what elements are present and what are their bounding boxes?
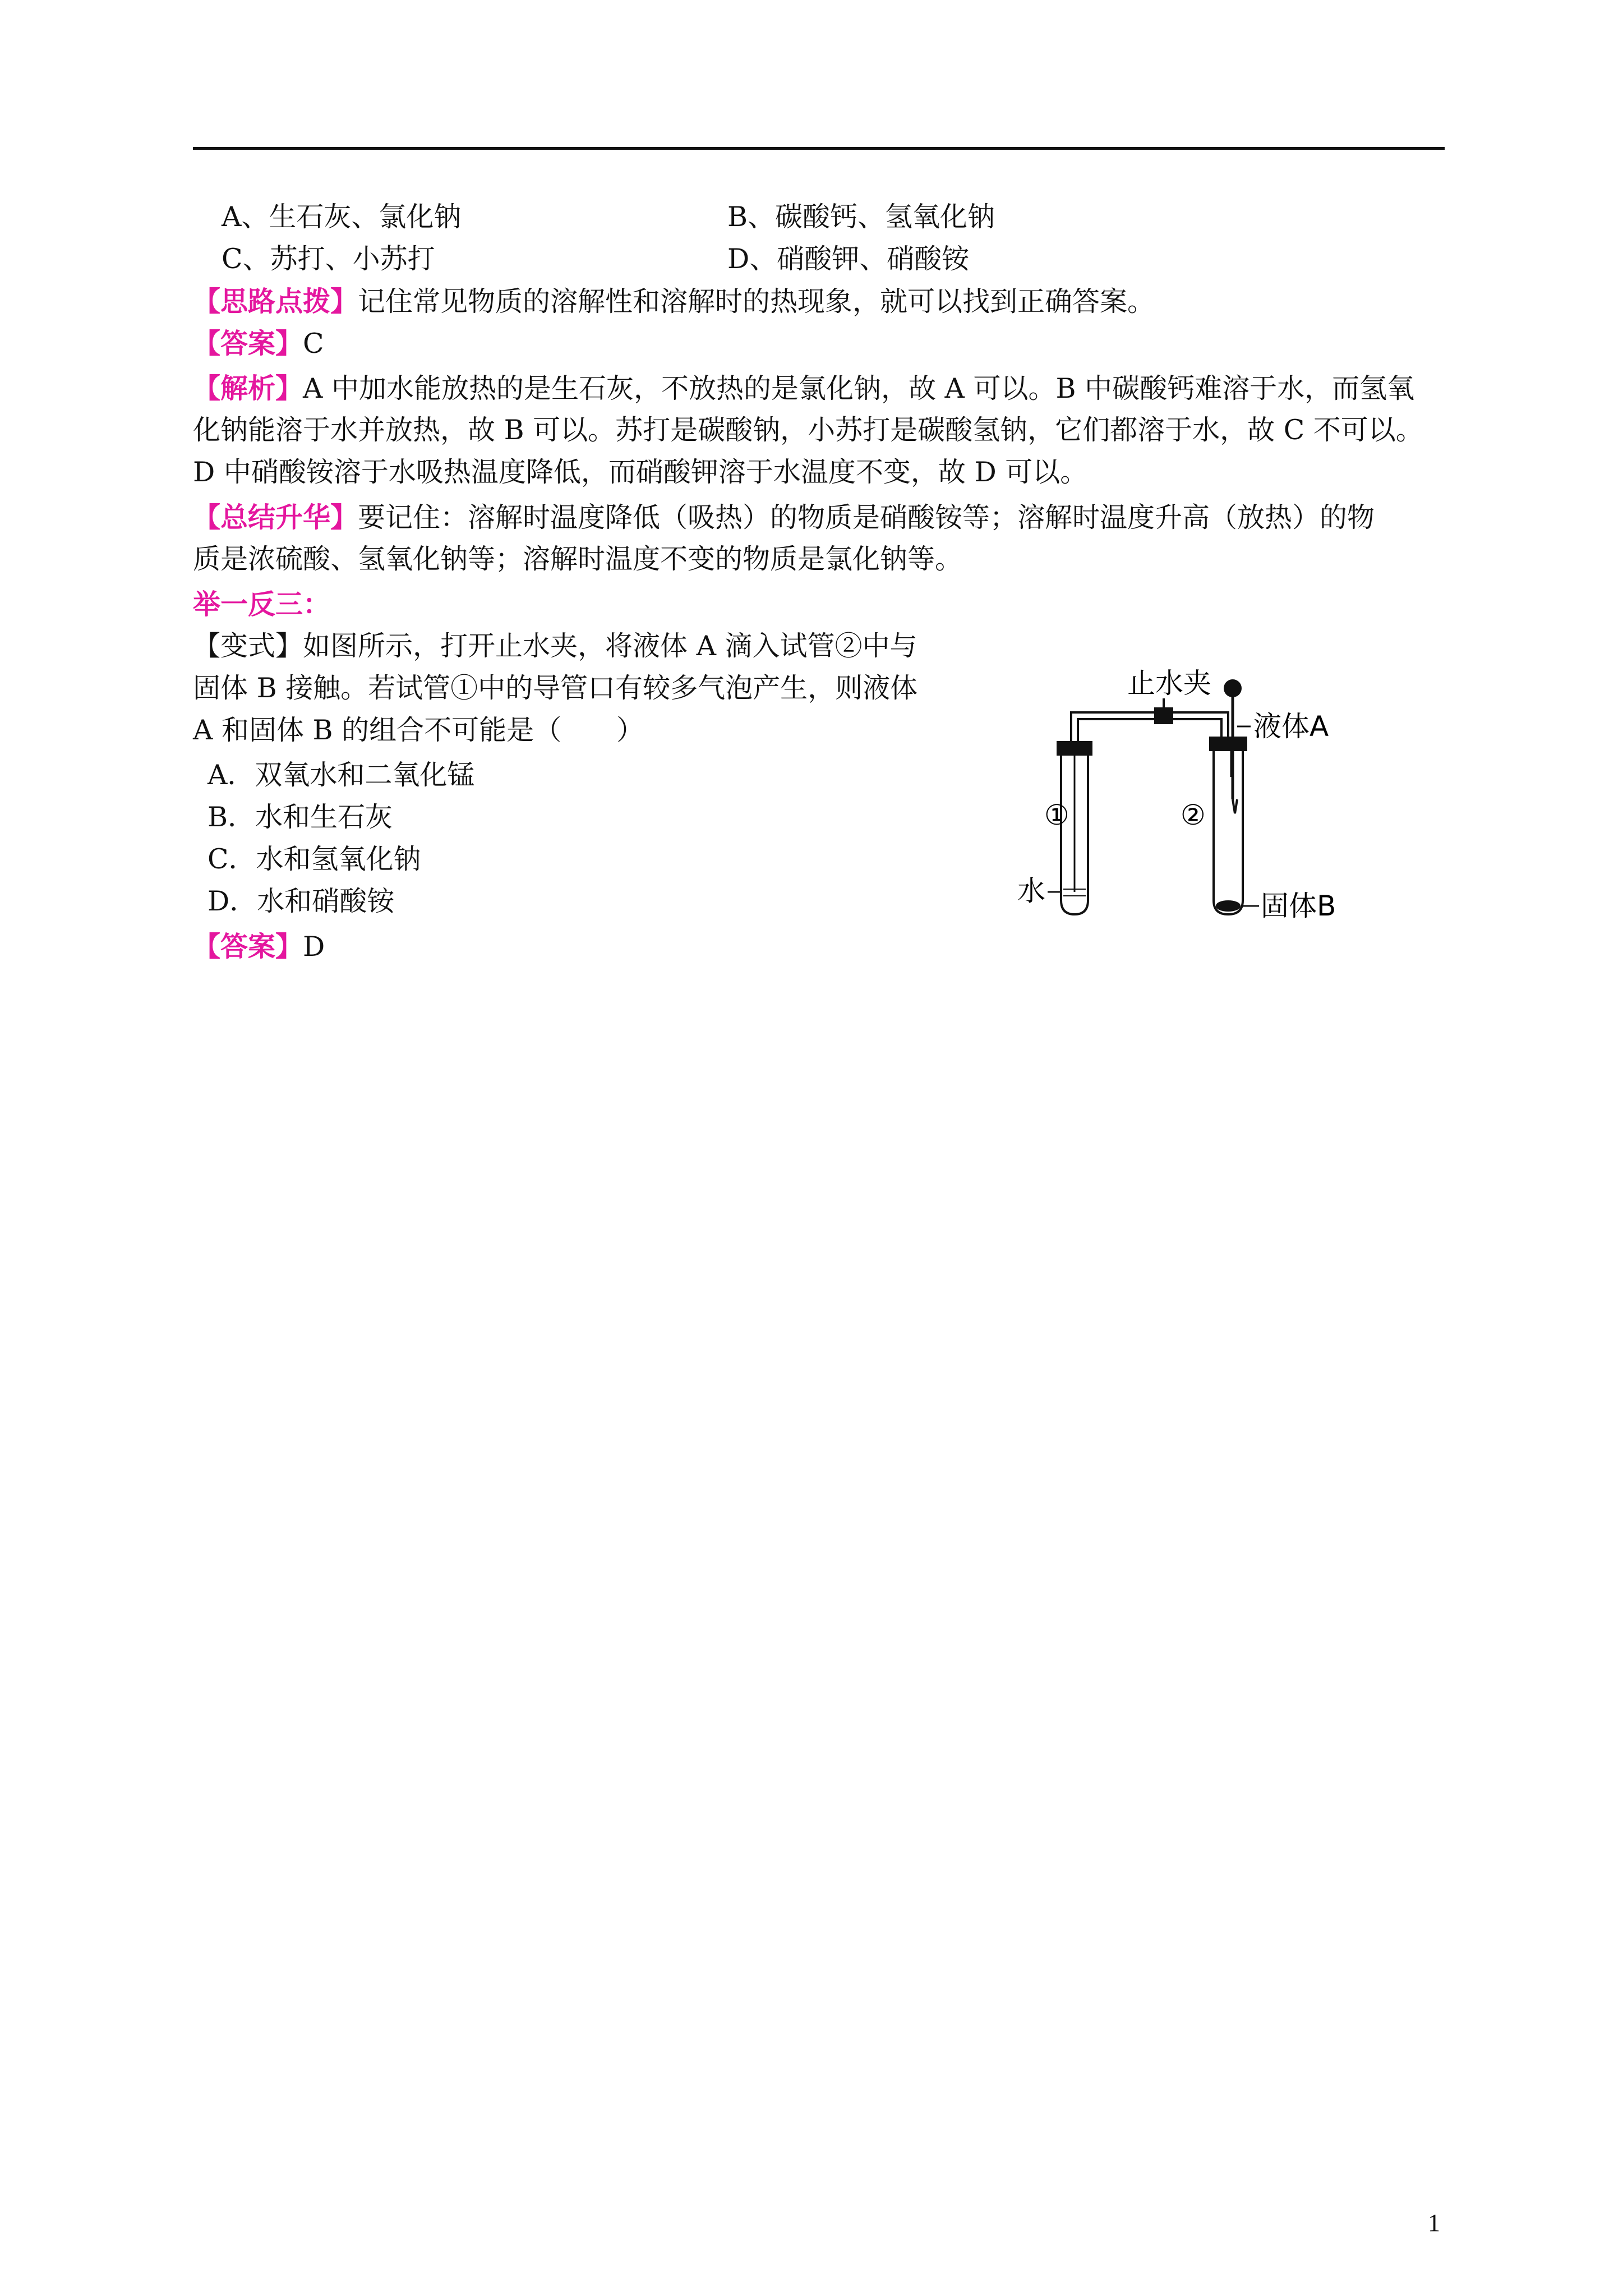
dropper-bulb bbox=[1224, 679, 1242, 697]
option-b: B、碳酸钙、氢氧化钠 bbox=[727, 201, 995, 233]
variant-line-1: 【变式】如图所示，打开止水夹，将液体 A 滴入试管②中与 bbox=[193, 630, 917, 662]
connecting-tube bbox=[1071, 712, 1228, 743]
clamp-body bbox=[1155, 708, 1172, 723]
answer-value-2: D bbox=[303, 931, 325, 963]
option-c: C、苏打、小苏打 bbox=[222, 243, 435, 275]
answer-value: C bbox=[303, 328, 324, 360]
variant-line-3: A 和固体 B 的组合不可能是（ ） bbox=[193, 714, 644, 746]
stopper-1 bbox=[1058, 742, 1091, 754]
variant-option-a: A．双氧水和二氧化锰 bbox=[208, 759, 475, 791]
analysis-line-1 bbox=[193, 371, 1414, 406]
analysis-line-3: D 中硝酸铵溶于水吸热温度降低，而硝酸钾溶于水温度不变，故 D 可以。 bbox=[193, 456, 1088, 488]
test-tube-2 bbox=[1214, 750, 1243, 914]
summary-text-1: 要记住：溶解时温度降低（吸热）的物质是硝酸铵等；溶解时温度升高（放热）的物 bbox=[358, 501, 1375, 533]
apparatus-diagram bbox=[1017, 665, 1391, 945]
summary-tag: 【总结升华】 bbox=[193, 501, 358, 533]
answer-line-2 bbox=[193, 930, 325, 964]
option-a: A、生石灰、氯化钠 bbox=[222, 201, 462, 233]
analysis-tag: 【解析】 bbox=[193, 372, 303, 404]
solid-b-label: 固体B bbox=[1261, 890, 1336, 922]
analysis-text-1: A 中加水能放热的是生石灰，不放热的是氯化钠，故 A 可以。B 中碳酸钙难溶于水，而氢氧 bbox=[303, 372, 1415, 404]
hint-text: 记住常见物质的溶解性和溶解时的热现象，就可以找到正确答案。 bbox=[358, 286, 1155, 318]
answer-line-1 bbox=[193, 326, 324, 361]
option-d: D、硝酸钾、硝酸铵 bbox=[727, 243, 970, 275]
summary-line-1 bbox=[193, 500, 1375, 535]
dropper-tip bbox=[1233, 799, 1237, 813]
variant-option-c: C．水和氢氧化钠 bbox=[208, 843, 421, 875]
answer-tag: 【答案】 bbox=[193, 327, 303, 360]
variant-option-d: D．水和硝酸铵 bbox=[208, 885, 395, 917]
variant-line-2: 固体 B 接触。若试管①中的导管口有较多气泡产生，则液体 bbox=[193, 672, 918, 704]
connecting-tube-inner bbox=[1078, 719, 1221, 743]
liquid-a-label: 液体A bbox=[1253, 710, 1329, 743]
water-label: 水 bbox=[1017, 875, 1045, 907]
header-rule bbox=[193, 147, 1445, 150]
apparatus-figure bbox=[1017, 665, 1391, 945]
tube-1-label: ① bbox=[1044, 799, 1069, 831]
page-number: 1 bbox=[1428, 2209, 1440, 2237]
section-title: 举一反三： bbox=[193, 588, 331, 620]
solid-b bbox=[1217, 901, 1239, 910]
variant-option-b: B．水和生石灰 bbox=[208, 801, 393, 833]
tube-2-label: ② bbox=[1181, 799, 1206, 831]
analysis-line-2: 化钠能溶于水并放热，故 B 可以。苏打是碳酸钠，小苏打是碳酸氢钠，它们都溶于水，故 C 不可以。 bbox=[193, 414, 1423, 446]
stopper-2 bbox=[1210, 738, 1246, 750]
answer-tag-2: 【答案】 bbox=[193, 930, 303, 963]
summary-line-2: 质是浓硫酸、氢氧化钠等；溶解时温度不变的物质是氯化钠等。 bbox=[193, 543, 963, 575]
clamp-label: 止水夹 bbox=[1127, 667, 1211, 700]
hint-tag: 【思路点拨】 bbox=[193, 285, 358, 318]
hint-line bbox=[193, 284, 1155, 319]
